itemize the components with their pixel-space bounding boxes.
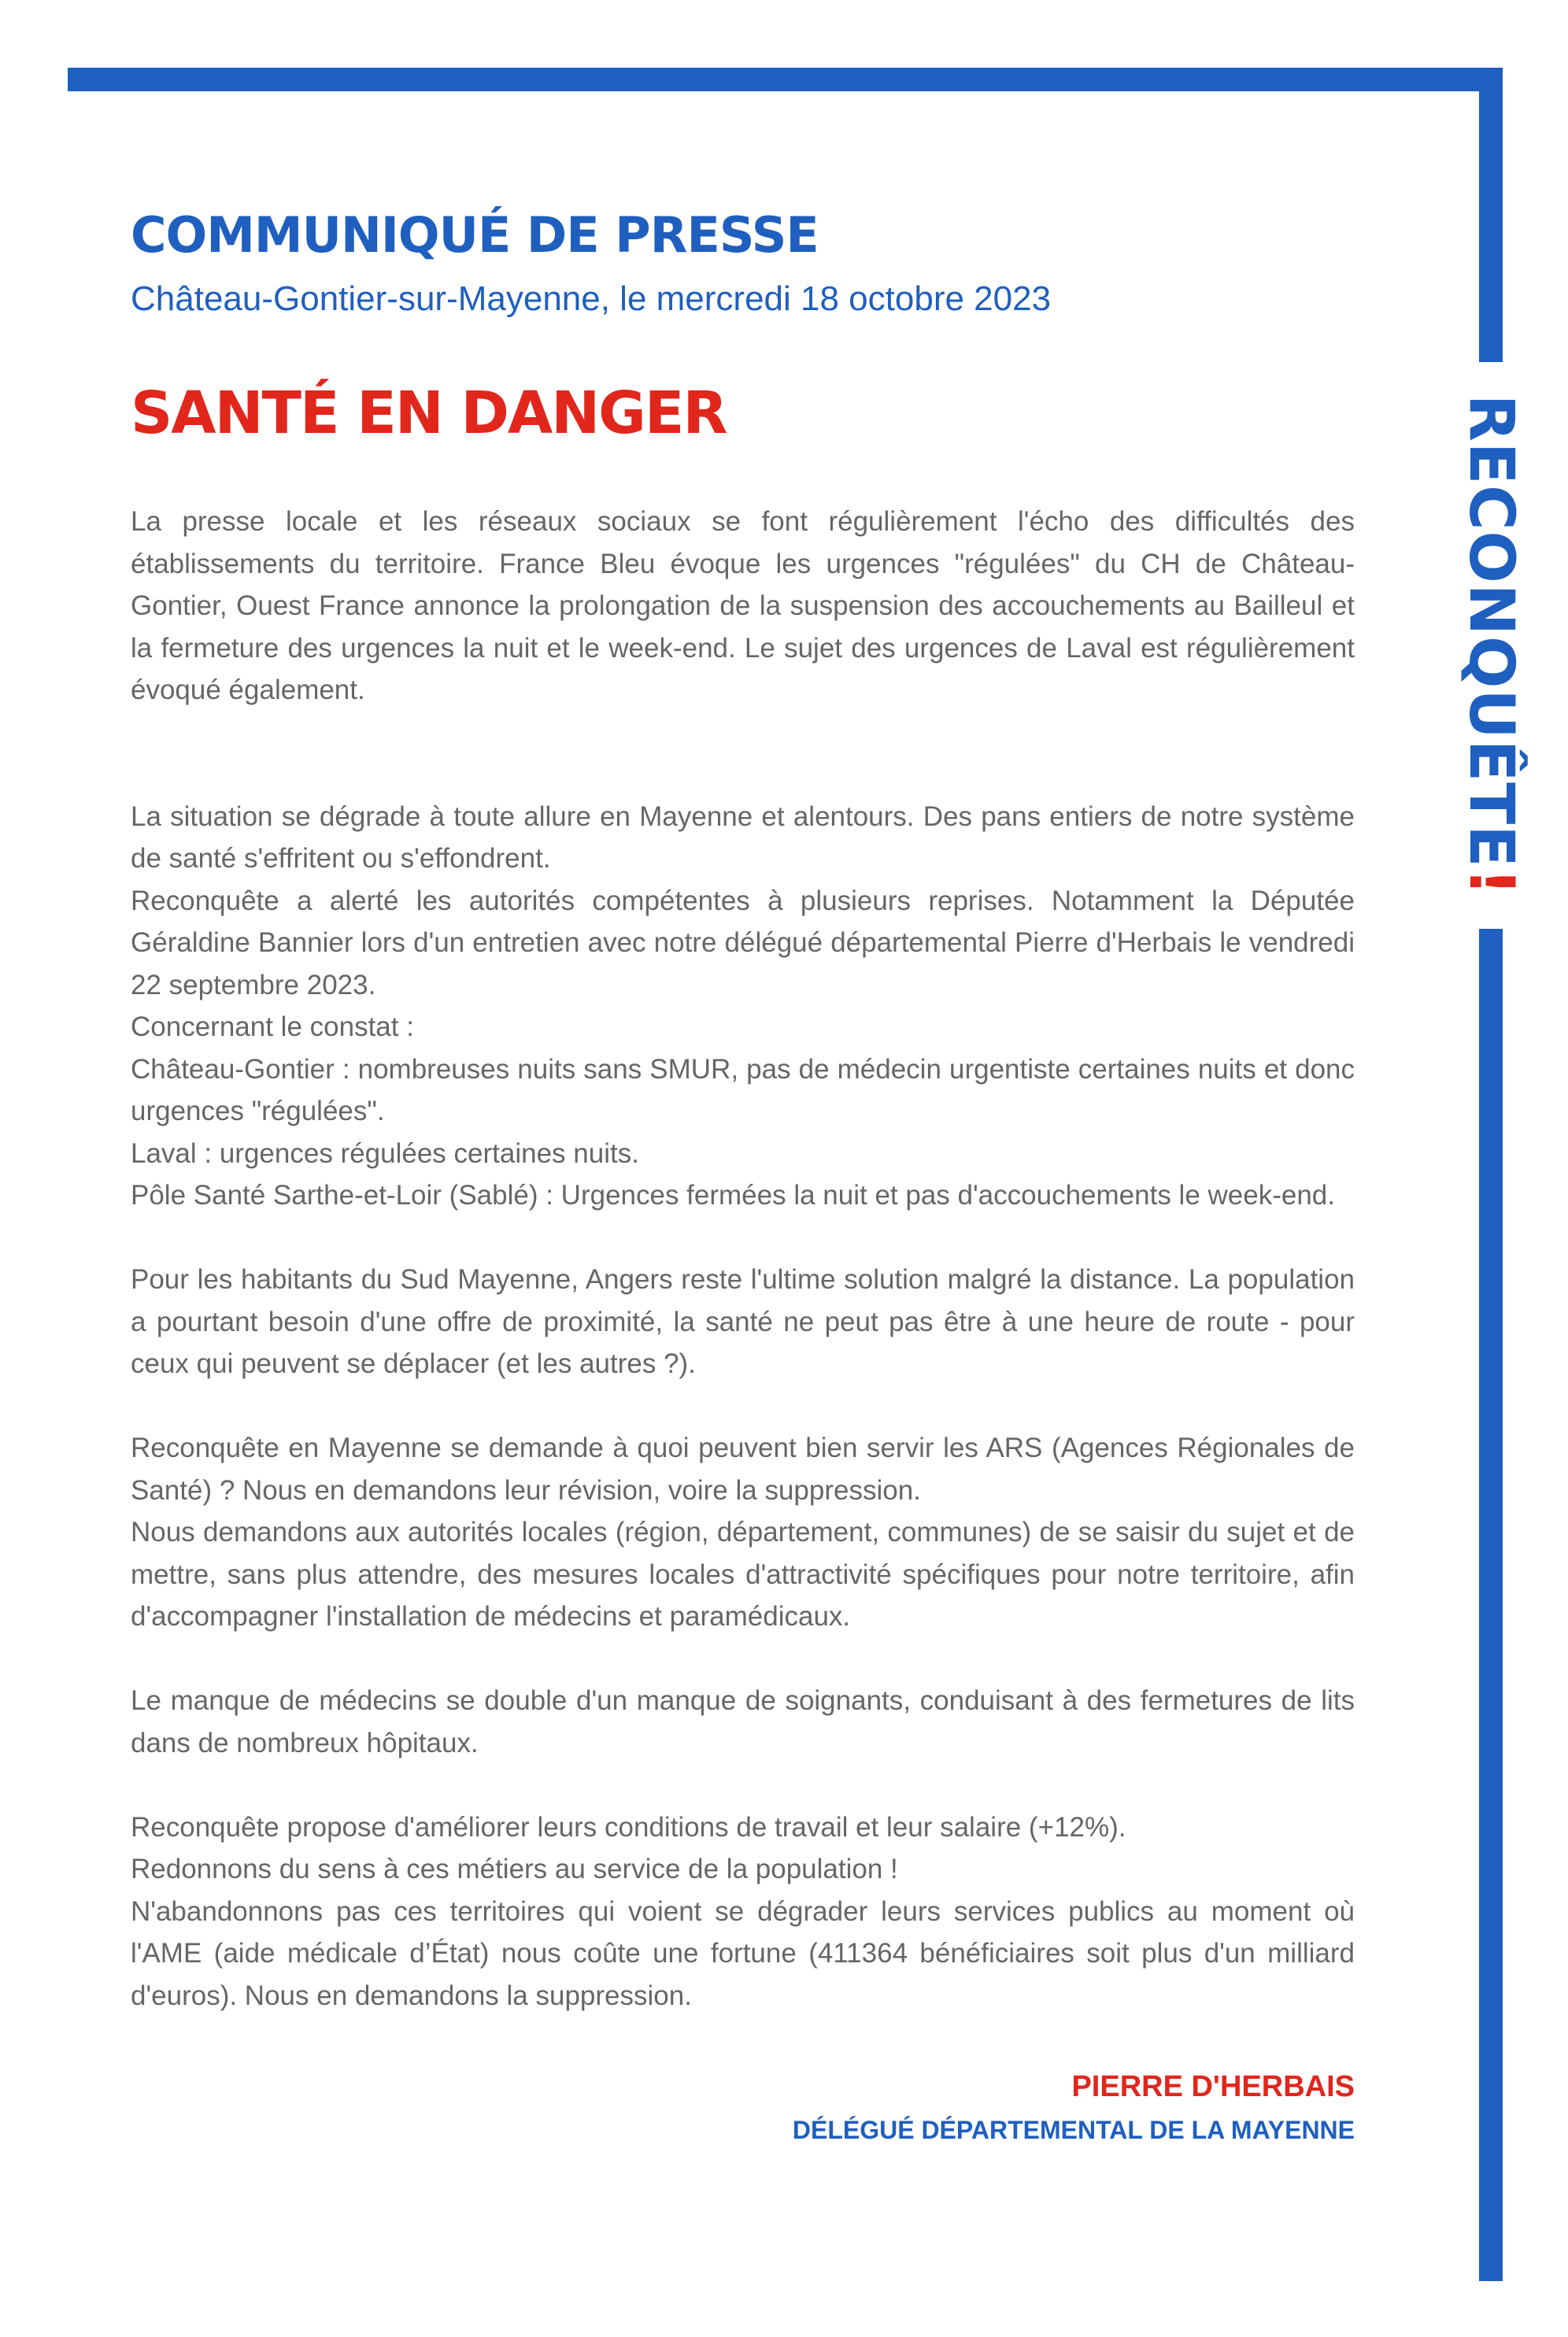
paragraph: Pour les habitants du Sud Mayenne, Angers reste l'ultime solution malgré la distance. La population a pourtant besoin d'une offre de proximité, la santé ne peut pas être à une heure de route - pour ceux qui peuvent se déplacer (et les autres ?). <box>131 1264 1355 1379</box>
paragraph: Redonnons du sens à ces métiers au service de la population ! <box>131 1854 898 1884</box>
paragraph: Nous demandons aux autorités locales (région, département, communes) de se saisir du sujet et de mettre, sans plus attendre, des mesures locales d'attractivité spécifiques pour notre territoire, afin d'accompagner l'installation de médecins et paramédicaux. <box>131 1517 1355 1632</box>
paragraph: Le manque de médecins se double d'un manque de soignants, conduisant à des fermetures de lits dans de nombreux hôpitaux. <box>131 1685 1355 1758</box>
paragraph: Château-Gontier : nombreuses nuits sans SMUR, pas de médecin urgentiste certaines nuits et donc urgences "régulées". <box>131 1053 1355 1126</box>
brand-logo <box>1455 394 1526 897</box>
place-date: Château-Gontier-sur-Mayenne, le mercredi 18 octobre 2023 <box>131 279 1052 318</box>
press-release-title: COMMUNIQUÉ DE PRESSE <box>131 206 819 264</box>
paragraph: La situation se dégrade à toute allure en Mayenne et alentours. Des pans entiers de notre système de santé s'effritent ou s'effondrent. <box>131 801 1355 874</box>
paragraph: La presse locale et les réseaux sociaux se font régulièrement l'écho des difficultés des établissements du territoire. France Bleu évoque les urgences "régulées" du CH de Château-Gontier, Ouest France annonce la prolongation de la suspension des accouchements au Bailleul et la fermeture des urgences la nuit et le week-end. Le sujet des urgences de Laval est régulièrement évoqué également. <box>131 506 1355 705</box>
press-release-body <box>131 501 1355 2017</box>
signature-role: DÉLÉGUÉ DÉPARTEMENTAL DE LA MAYENNE <box>792 2116 1355 2144</box>
paragraph: Laval : urgences régulées certaines nuits. <box>131 1137 639 1169</box>
paragraph: Reconquête en Mayenne se demande à quoi peuvent bien servir les ARS (Agences Régionales de Santé) ? Nous en demandons leur révision, voire la suppression. <box>131 1433 1355 1506</box>
paragraph: Reconquête a alerté les autorités compétentes à plusieurs reprises. Notamment la Députée Géraldine Bannier lors d'un entretien avec notre délégué départemental Pierre d'Herbais le vendredi 22 septembre 2023. <box>131 885 1355 1000</box>
paragraph: Concernant le constat : <box>131 1011 414 1042</box>
signature-name: PIERRE D'HERBAIS <box>1071 2070 1355 2103</box>
right-frame-bar-lower <box>1479 929 1503 2281</box>
brand-logo-exclamation: ! <box>1455 867 1526 897</box>
paragraph: Pôle Santé Sarthe-et-Loir (Sablé) : Urgences fermées la nuit et pas d'accouchements le week-end. <box>131 1180 1335 1211</box>
headline: SANTÉ EN DANGER <box>131 379 727 447</box>
brand-logo-text: RECONQUÊTE <box>1455 394 1526 868</box>
right-frame-bar-upper <box>1479 68 1503 362</box>
paragraph: Reconquête propose d'améliorer leurs conditions de travail et leur salaire (+12%). <box>131 1811 1126 1843</box>
top-frame-bar <box>68 68 1503 91</box>
paragraph: N'abandonnons pas ces territoires qui voient se dégrader leurs services publics au moment où l'AME (aide médicale d’État) nous coûte une fortune (411364 bénéficiaires soit plus d'un milliard d'euros). Nous en demandons la suppression. <box>131 1895 1355 2011</box>
